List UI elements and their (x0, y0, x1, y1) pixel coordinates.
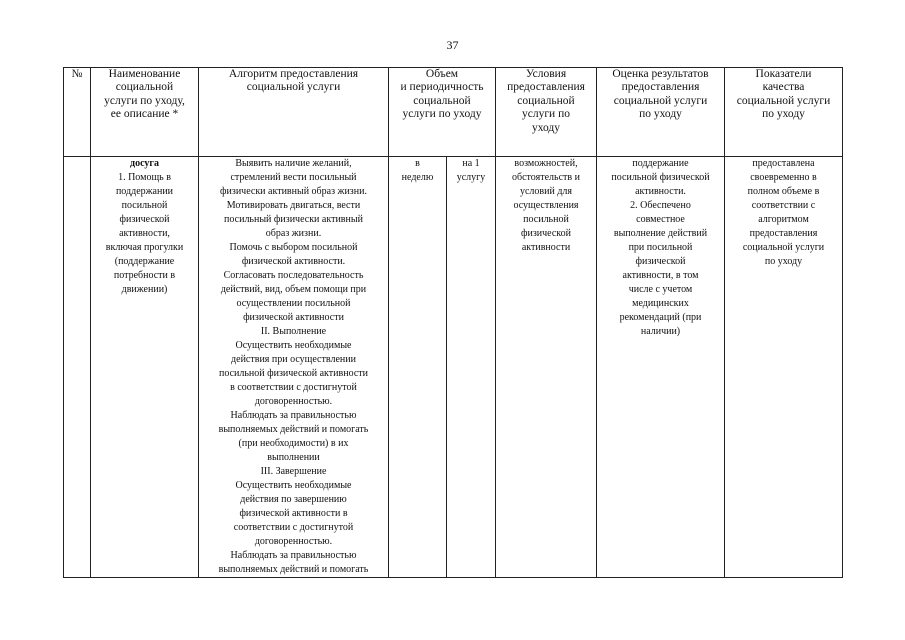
header-volume-line: и периодичность (400, 81, 484, 94)
header-evaluation-line: социальной услуги (613, 94, 708, 107)
header-number: № (64, 68, 91, 157)
algorithm-line: действий, вид, объем помощи при (220, 284, 367, 295)
algorithm-line: договоренностью. (254, 536, 333, 547)
header-conditions-line: Условия (525, 68, 567, 80)
service-name-line: физической (119, 214, 170, 225)
header-name-line: Наименование (108, 68, 181, 80)
algorithm-line: выполняемых действий и помогать (218, 424, 369, 435)
conditions-line: обстоятельств и (512, 172, 580, 183)
header-algorithm-line: Алгоритм предоставления (228, 68, 359, 80)
page-number: 37 (446, 38, 459, 52)
cell-algorithm (199, 157, 389, 578)
cell-name (91, 157, 199, 578)
algorithm-line: посильный физически активный (224, 214, 363, 225)
header-indicators-line: качества (762, 81, 805, 94)
header-conditions-line: социальной (517, 94, 575, 107)
indicators-line: алгоритмом (758, 214, 809, 225)
header-indicators-line: социальной услуги (736, 94, 831, 107)
header-row (64, 68, 843, 157)
conditions-line: условий для (519, 186, 573, 197)
algorithm-line: Помочь с выбором посильной (229, 242, 358, 253)
indicators-line: соответствии с (751, 200, 816, 211)
algorithm-line: Наблюдать за правильностью (230, 410, 357, 421)
algorithm-line: физической активности. (241, 256, 346, 267)
cell-volume-unit (447, 157, 496, 578)
header-algorithm (199, 68, 389, 157)
evaluation-line: физической (635, 256, 686, 267)
header-indicators-line: Показатели (755, 68, 812, 80)
conditions-line: активности (521, 242, 571, 253)
algorithm-line: Осуществить необходимые (235, 480, 352, 491)
header-evaluation-line: Оценка результатов (612, 68, 709, 80)
header-indicators-line: по уходу (762, 108, 805, 121)
indicators-line: социальной услуги (742, 242, 825, 253)
volume-unit-line: на 1 (462, 158, 480, 169)
header-indicators (725, 68, 843, 157)
cell-volume-period (389, 157, 447, 578)
header-volume-line: социальной (413, 94, 471, 107)
algorithm-line: в соответствии с достигнутой (230, 382, 357, 393)
algorithm-line: осуществлении посильной (236, 298, 351, 309)
cell-indicators (725, 157, 843, 578)
conditions-line: возможностей, (514, 158, 578, 169)
algorithm-line: Выявить наличие желаний, (235, 158, 352, 169)
indicators-line: предоставлена (752, 158, 815, 169)
algorithm-line: Наблюдать за правильностью (230, 550, 357, 561)
cell-evaluation (597, 157, 725, 578)
service-category-title: досуга (130, 158, 159, 169)
evaluation-line: 2. Обеспечено (630, 200, 691, 211)
volume-period-line: в (415, 158, 420, 169)
evaluation-line: наличии) (640, 326, 681, 337)
algorithm-line: физической активности (243, 312, 344, 323)
algorithm-line: Согласовать последовательность (223, 270, 364, 281)
algorithm-line: выполняемых действий и помогать (218, 564, 369, 575)
header-volume-line: Объем (425, 68, 459, 80)
header-conditions-line: уходу (531, 121, 561, 134)
algorithm-line: физически активный образ жизни. (220, 186, 367, 197)
service-name-line: 1. Помощь в (118, 172, 171, 183)
algorithm-line: образ жизни. (265, 228, 322, 239)
header-algorithm-line: социальной услуги (246, 81, 341, 94)
service-name-line: включая прогулки (105, 242, 184, 253)
header-evaluation-line: по уходу (639, 108, 682, 121)
indicators-line: по уходу (764, 256, 803, 267)
algorithm-line: действия при осуществлении (231, 354, 356, 365)
algorithm-line: Мотивировать двигаться, вести (226, 200, 361, 211)
header-conditions-line: предоставления (507, 81, 585, 94)
services-table (63, 67, 843, 578)
algorithm-line: посильной физической активности (218, 368, 368, 379)
header-conditions-line: услуги по (522, 108, 570, 121)
evaluation-line: числе с учетом (628, 284, 693, 295)
algorithm-line: соответствии с достигнутой (233, 522, 354, 533)
algorithm-line: выполнении (267, 452, 320, 463)
header-conditions (496, 68, 597, 157)
service-name-line: поддержании (115, 186, 174, 197)
service-name-line: потребности в (113, 270, 176, 281)
algorithm-line: физической активности в (239, 508, 348, 519)
evaluation-line: рекомендаций (при (619, 312, 702, 323)
conditions-line: осуществления (513, 200, 579, 211)
service-name-line: посильной (121, 200, 168, 211)
cell-conditions (496, 157, 597, 578)
conditions-line: физической (521, 228, 571, 239)
header-name-line: ее описание * (110, 108, 179, 121)
evaluation-line: поддержание (632, 158, 689, 169)
algorithm-line: III. Завершение (260, 466, 327, 477)
header-name-line: социальной (115, 81, 174, 94)
conditions-line: посильной (523, 214, 569, 225)
header-evaluation (597, 68, 725, 157)
header-name (91, 68, 199, 157)
table-row (64, 157, 843, 578)
algorithm-line: действия по завершению (240, 494, 347, 505)
algorithm-line: стремлений вести посильный (230, 172, 357, 183)
header-volume-line: услуги по уходу (402, 108, 482, 121)
header-name-line: услуги по уходу, (104, 94, 185, 107)
evaluation-line: медицинских (632, 298, 689, 309)
indicators-line: своевременно в (750, 172, 817, 183)
algorithm-line: договоренностью. (254, 396, 333, 407)
indicators-line: предоставления (749, 228, 818, 239)
service-name-line: (поддержание (114, 256, 175, 267)
service-name-line: движении) (121, 284, 168, 295)
algorithm-line: Осуществить необходимые (235, 340, 352, 351)
cell-number (64, 157, 91, 578)
header-volume (389, 68, 496, 157)
evaluation-line: посильной физической (611, 172, 710, 183)
evaluation-line: активности, в том (622, 270, 699, 281)
evaluation-line: совместное (636, 214, 685, 225)
volume-period-line: неделю (401, 172, 434, 183)
evaluation-line: при посильной (628, 242, 693, 253)
service-name-line: активности, (119, 228, 170, 239)
evaluation-line: выполнение действий (613, 228, 708, 239)
volume-unit-line: услугу (456, 172, 486, 183)
indicators-line: полном объеме в (747, 186, 820, 197)
algorithm-line: (при необходимости) в их (238, 438, 349, 449)
evaluation-line: активности. (635, 186, 686, 197)
header-evaluation-line: предоставления (621, 81, 700, 94)
algorithm-line: II. Выполнение (260, 326, 327, 337)
